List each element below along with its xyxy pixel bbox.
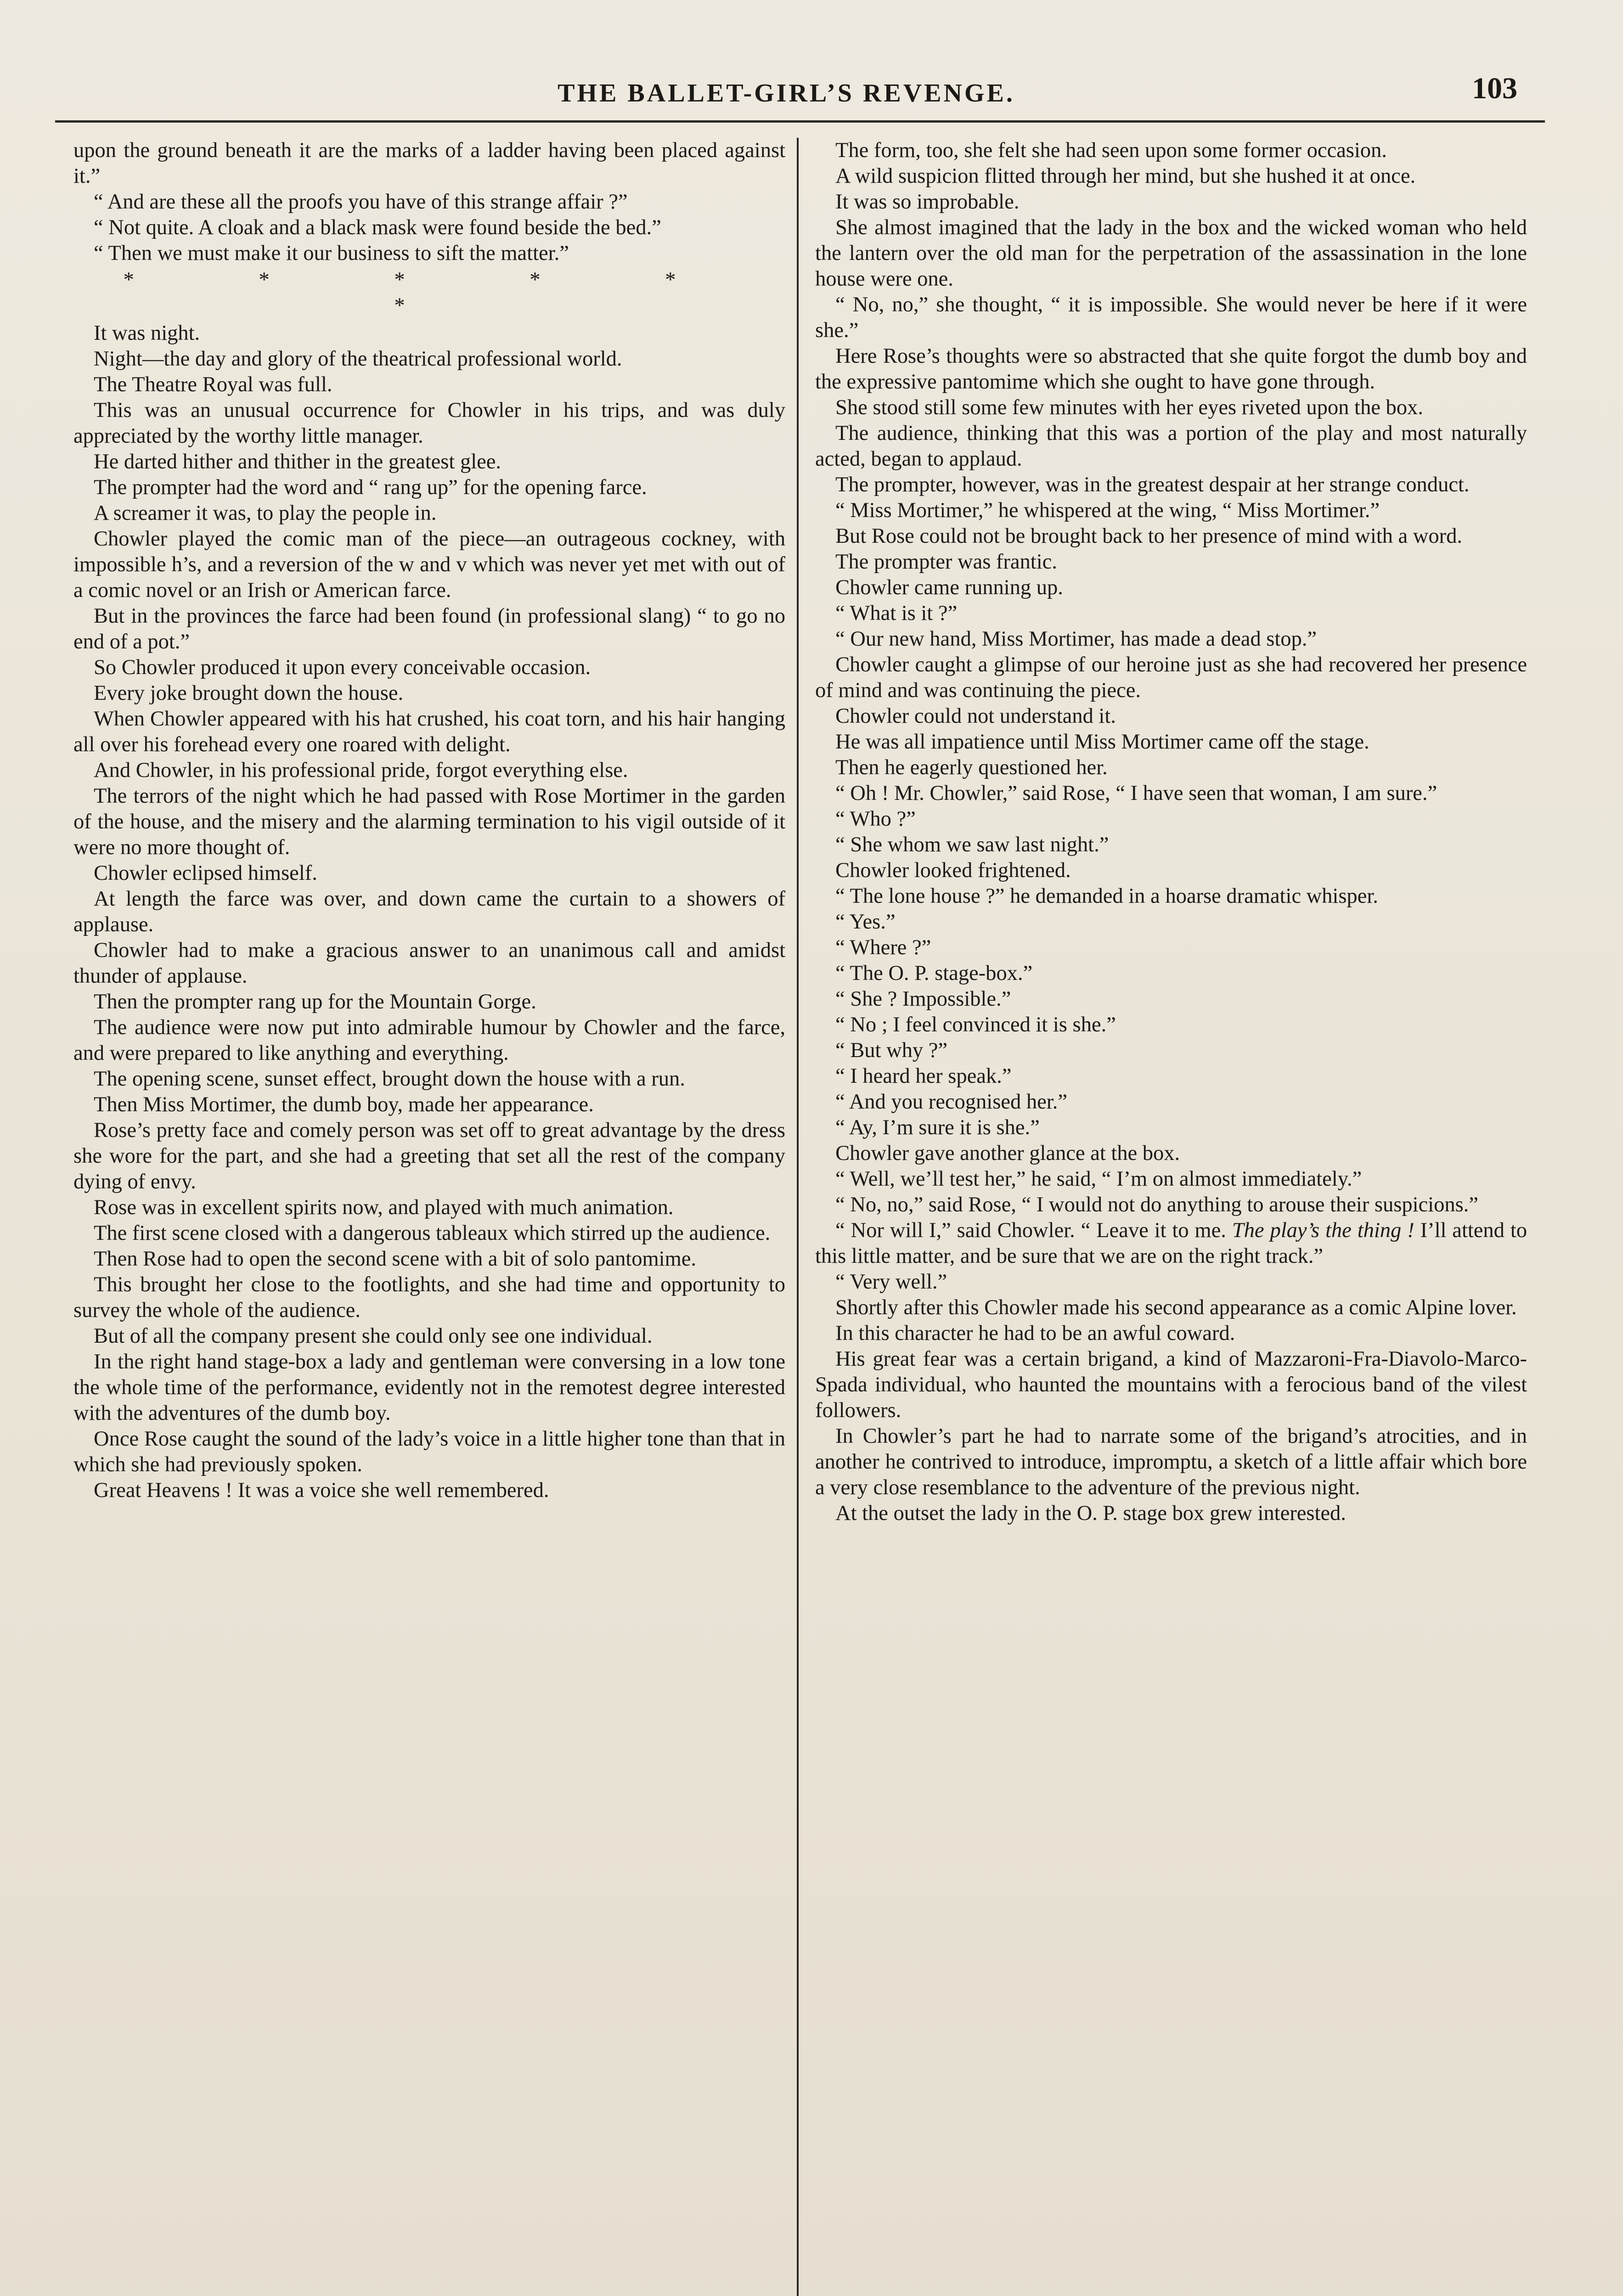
paragraph: The audience, thinking that this was a portion of the play and most naturally acted, began to applaud. bbox=[815, 422, 1527, 471]
paragraph: But of all the company present she could only see one individual. bbox=[94, 1324, 653, 1348]
paragraph: “ Who ?” bbox=[835, 807, 916, 831]
paragraph: It was night. bbox=[94, 321, 200, 345]
paragraph: Shortly after this Chowler made his second appearance as a comic Alpine lover. bbox=[835, 1296, 1517, 1319]
paragraph: “ Oh ! Mr. Chowler,” said Rose, “ I have seen that woman, I am sure.” bbox=[835, 782, 1437, 805]
paragraph: She almost imagined that the lady in the box and the wicked woman who held the lantern over the old man for the perpetration of the assassination in the lone house were one. bbox=[815, 216, 1527, 291]
paragraph: upon the ground beneath it are the marks of a ladder having been placed against it.” bbox=[73, 139, 785, 188]
paragraph: So Chowler produced it upon every conceivable occasion. bbox=[94, 656, 591, 679]
paragraph: He darted hither and thither in the greatest glee. bbox=[94, 450, 502, 473]
paragraph: But Rose could not be brought back to her presence of mind with a word. bbox=[835, 524, 1462, 548]
paragraph: Then Miss Mortimer, the dumb boy, made her appearance. bbox=[94, 1093, 594, 1116]
paragraph: “ I heard her speak.” bbox=[835, 1064, 1012, 1088]
paragraph: “ Yes.” bbox=[835, 910, 896, 934]
paragraph: “ Where ?” bbox=[835, 936, 931, 959]
paragraph: The first scene closed with a dangerous tableaux which stirred up the audience. bbox=[94, 1221, 771, 1245]
paragraph: Here Rose’s thoughts were so abstracted that she quite forgot the dumb boy and the expressive pantomime which she ought to have gone through. bbox=[815, 344, 1527, 394]
paragraph: “ Then we must make it our business to sift the matter.” bbox=[94, 242, 569, 265]
paragraph: Chowler eclipsed himself. bbox=[94, 861, 317, 885]
paragraph: He was all impatience until Miss Mortimer came off the stage. bbox=[835, 730, 1369, 754]
paragraph: The Theatre Royal was full. bbox=[94, 373, 332, 396]
paragraph: The opening scene, sunset effect, brought down the house with a run. bbox=[94, 1067, 685, 1091]
paragraph: A screamer it was, to play the people in. bbox=[94, 501, 437, 525]
paragraph: The form, too, she felt she had seen upon some former occasion. bbox=[835, 139, 1387, 162]
paragraph: Rose was in excellent spirits now, and played with much animation. bbox=[94, 1196, 674, 1219]
paragraph: His great fear was a certain brigand, a kind of Mazzaroni-Fra-Diavolo-Marco-Spada individual, who haunted the mountains with a ferocious band of the vilest followers. bbox=[815, 1347, 1527, 1422]
paragraph: “ Our new hand, Miss Mortimer, has made a dead stop.” bbox=[835, 627, 1317, 651]
running-title: THE BALLET-GIRL’S REVENGE. bbox=[558, 79, 1015, 107]
paragraph: “ And you recognised her.” bbox=[835, 1090, 1067, 1114]
paragraph: And Chowler, in his professional pride, forgot everything else. bbox=[94, 759, 628, 782]
paragraph: Chowler came running up. bbox=[835, 576, 1063, 599]
column-left bbox=[73, 138, 785, 2296]
paragraph: Great Heavens ! It was a voice she well remembered. bbox=[94, 1479, 549, 1502]
paragraph: “ She whom we saw last night.” bbox=[835, 833, 1109, 856]
paragraph: “ No ; I feel convinced it is she.” bbox=[835, 1013, 1116, 1036]
paragraph: Chowler looked frightened. bbox=[835, 859, 1071, 882]
paragraph: In this character he had to be an awful coward. bbox=[835, 1322, 1235, 1345]
paragraph: The terrors of the night which he had passed with Rose Mortimer in the garden of the house, and the misery and the alarming termination to his vigil outside of it were no more thought of. bbox=[73, 784, 785, 859]
column-divider bbox=[797, 138, 799, 2296]
header-rule bbox=[55, 120, 1545, 123]
paragraph: The prompter, however, was in the greatest despair at her strange conduct. bbox=[835, 473, 1470, 496]
paragraph: “ What is it ?” bbox=[835, 602, 958, 625]
paragraph: “ Not quite. A cloak and a black mask were found beside the bed.” bbox=[94, 216, 661, 239]
paragraph: A wild suspicion flitted through her mind, but she hushed it at once. bbox=[835, 164, 1416, 188]
paragraph: She stood still some few minutes with her eyes riveted upon the box. bbox=[835, 396, 1423, 419]
paragraph: “ Very well.” bbox=[835, 1270, 947, 1294]
paragraph: The audience were now put into admirable humour by Chowler and the farce, and were prepared to like anything and everything. bbox=[73, 1016, 785, 1065]
paragraph: The prompter was frantic. bbox=[835, 550, 1057, 574]
paragraph: This brought her close to the footlights, and she had time and opportunity to survey the whole of the audience. bbox=[73, 1273, 785, 1322]
page-header bbox=[55, 62, 1517, 108]
paragraph: “ Miss Mortimer,” he whispered at the wing, “ Miss Mortimer.” bbox=[835, 499, 1380, 522]
column-right bbox=[815, 138, 1527, 2296]
paragraph: Chowler had to make a gracious answer to an unanimous call and amidst thunder of applause. bbox=[73, 939, 785, 988]
paragraph: “ The O. P. stage-box.” bbox=[835, 962, 1033, 985]
paragraph: Chowler played the comic man of the piece—an outrageous cockney, with impossible h’s, and a reversion of the w and v which was never yet met with out of a comic novel or an Irish or American farce. bbox=[73, 527, 785, 602]
paragraph: In Chowler’s part he had to narrate some of the brigand’s atrocities, and in another he contrived to introduce, impromptu, a sketch of a little affair which bore a very close resemblance to the adventure of the previous night. bbox=[815, 1424, 1527, 1499]
paragraph: At length the farce was over, and down came the curtain to a showers of applause. bbox=[73, 887, 785, 936]
paragraph: But in the provinces the farce had been found (in professional slang) “ to go no end of a pot.” bbox=[73, 604, 785, 653]
paragraph: When Chowler appeared with his hat crushed, his coat torn, and his hair hanging all over his forehead every one roared with delight. bbox=[73, 707, 785, 756]
paragraph: “ The lone house ?” he demanded in a hoarse dramatic whisper. bbox=[835, 884, 1378, 908]
paragraph: “ No, no,” she thought, “ it is impossible. She would never be here if it were she.” bbox=[815, 293, 1527, 342]
paragraph: The prompter had the word and “ rang up” for the opening farce. bbox=[94, 476, 647, 499]
paragraph: Then Rose had to open the second scene with a bit of solo pantomime. bbox=[94, 1247, 697, 1271]
paragraph: In the right hand stage-box a lady and gentleman were conversing in a low tone the whole time of the performance, evidently not in the remotest degree interested with the adventures of the dumb boy. bbox=[73, 1350, 785, 1425]
paragraph: Every joke brought down the house. bbox=[94, 681, 404, 705]
paragraph: Chowler could not understand it. bbox=[835, 704, 1116, 728]
paragraph: Night—the day and glory of the theatrical professional world. bbox=[94, 347, 622, 371]
paragraph: “ No, no,” said Rose, “ I would not do anything to arouse their suspicions.” bbox=[835, 1193, 1478, 1216]
paragraph: Rose’s pretty face and comely person was set off to great advantage by the dress she wore for the part, and she had a greeting that set all the rest of the company dying of envy. bbox=[73, 1119, 785, 1193]
paragraph: “ She ? Impossible.” bbox=[835, 987, 1011, 1011]
paragraph: “ Nor will I,” said Chowler. “ Leave it to me. The play’s the thing ! I’ll attend to this little matter, and be sure that we are on the right track.” bbox=[815, 1219, 1527, 1268]
page-number: 103 bbox=[1472, 72, 1517, 105]
paragraph: Once Rose caught the sound of the lady’s voice in a little higher tone than that in which she had previously spoken. bbox=[73, 1427, 785, 1476]
paragraph: This was an unusual occurrence for Chowler in his trips, and was duly appreciated by the worthy little manager. bbox=[73, 399, 785, 448]
paragraph: * * * * * * bbox=[123, 268, 736, 317]
paragraph: It was so improbable. bbox=[835, 190, 1020, 214]
paragraph: Then the prompter rang up for the Mountain Gorge. bbox=[94, 990, 536, 1013]
paragraph: “ Ay, I’m sure it is she.” bbox=[835, 1116, 1040, 1139]
paragraph: Chowler caught a glimpse of our heroine just as she had recovered her presence of mind and was continuing the piece. bbox=[815, 653, 1527, 702]
paragraph: At the outset the lady in the O. P. stage box grew interested. bbox=[835, 1502, 1346, 1525]
paragraph: “ Well, we’ll test her,” he said, “ I’m on almost immediately.” bbox=[835, 1167, 1362, 1191]
paragraph: “ And are these all the proofs you have of this strange affair ?” bbox=[94, 190, 628, 214]
paragraph: “ But why ?” bbox=[835, 1039, 948, 1062]
paragraph: Then he eagerly questioned her. bbox=[835, 756, 1108, 779]
paragraph: Chowler gave another glance at the box. bbox=[835, 1142, 1180, 1165]
